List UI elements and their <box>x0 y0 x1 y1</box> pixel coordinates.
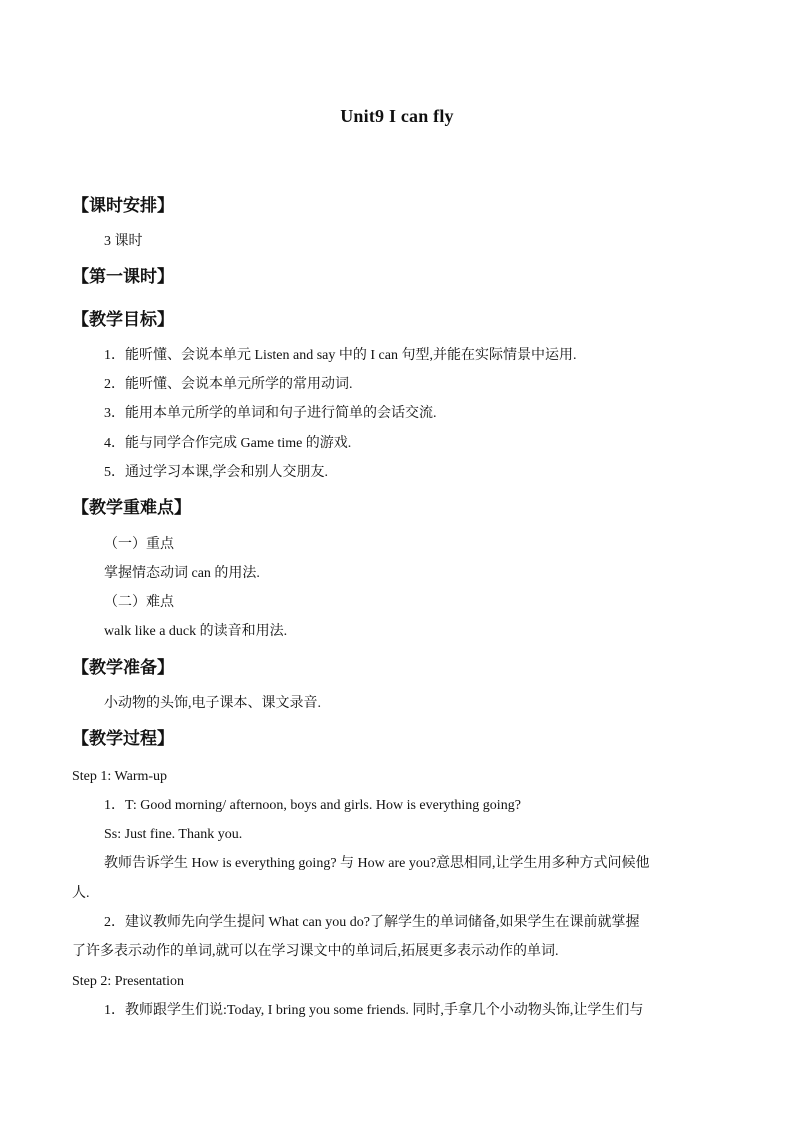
difficulty-label: （二）难点 <box>104 595 174 610</box>
heading-first-lesson: 【第一课时】 <box>72 267 174 286</box>
step-1-item-cont: 了许多表示动作的单词,就可以在学习课文中的单词后,拓展更多表示动作的单词. <box>72 944 559 959</box>
heading-schedule: 【课时安排】 <box>72 196 174 215</box>
step-1-label: Step 1: Warm-up <box>72 769 168 784</box>
objective-item: 5．通过学习本课,学会和别人交朋友. <box>104 465 328 480</box>
objective-item: 2．能听懂、会说本单元所学的常用动词. <box>104 377 353 392</box>
schedule-text: 3 课时 <box>104 234 143 249</box>
step-2-label: Step 2: Presentation <box>72 974 184 989</box>
step-1-note: 教师告诉学生 How is everything going? 与 How are you?意思相同,让学生用多种方式问候他 <box>104 856 650 871</box>
heading-preparation: 【教学准备】 <box>72 658 174 677</box>
objective-item: 4．能与同学合作完成 Game time 的游戏. <box>104 436 352 451</box>
step-1-reply: Ss: Just fine. Thank you. <box>104 827 243 842</box>
heading-objectives: 【教学目标】 <box>72 310 174 329</box>
focus-text: 掌握情态动词 can 的用法. <box>104 566 260 581</box>
heading-key-points: 【教学重难点】 <box>72 498 191 517</box>
objective-item: 1．能听懂、会说本单元 Listen and say 中的 I can 句型,并能在实际情景中运用. <box>104 348 577 363</box>
document-title: Unit9 I can fly <box>340 106 454 126</box>
step-2-item: 1．教师跟学生们说:Today, I bring you some friends. 同时,手拿几个小动物头饰,让学生们与 <box>104 1003 644 1018</box>
step-1-item: 2．建议教师先向学生提问 What can you do?了解学生的单词储备,如果学生在课前就掌握 <box>104 915 640 930</box>
focus-label: （一）重点 <box>104 537 174 552</box>
preparation-text: 小动物的头饰,电子课本、课文录音. <box>104 696 321 711</box>
step-1-item: 1．T: Good morning/ afternoon, boys and girls. How is everything going? <box>104 798 521 813</box>
objective-item: 3．能用本单元所学的单词和句子进行简单的会话交流. <box>104 406 437 421</box>
step-1-note-cont: 人. <box>72 886 90 901</box>
heading-process: 【教学过程】 <box>72 729 174 748</box>
difficulty-text: walk like a duck 的读音和用法. <box>104 624 288 639</box>
